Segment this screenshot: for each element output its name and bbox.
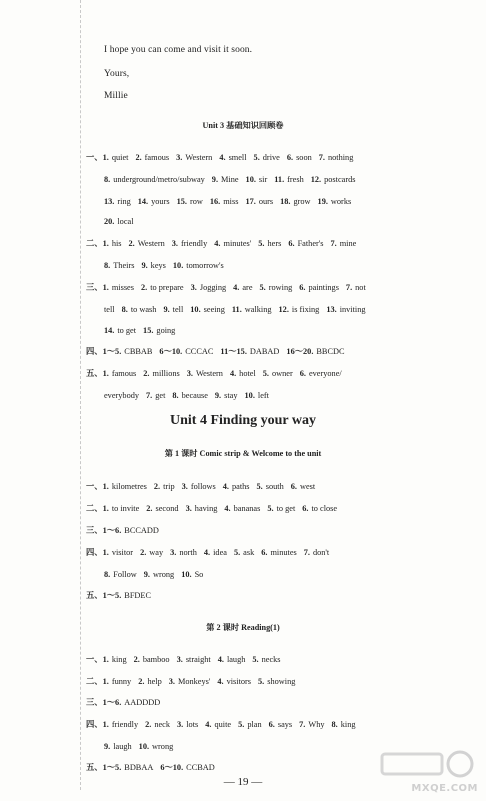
section-number: 一、 <box>86 655 103 664</box>
answer-text: Follow <box>113 570 137 579</box>
answer-text: don't <box>312 548 330 557</box>
item-number: 3. <box>176 655 183 664</box>
answer-text: north <box>179 548 197 557</box>
item-number: 15. <box>176 197 187 206</box>
section-number: 二、 <box>86 504 103 513</box>
item-number: 16～20. <box>286 347 314 356</box>
item-number: 1. <box>102 720 109 729</box>
page-number: — 19 — <box>223 776 263 788</box>
section-number: 四、 <box>86 548 103 557</box>
answer-text: visitor <box>111 548 134 557</box>
answer-text: BBCDC <box>316 347 345 356</box>
item-number: 3. <box>176 153 183 162</box>
item-number: 3. <box>168 677 175 686</box>
answer-text: king <box>111 655 127 664</box>
answer-text: south <box>265 482 284 491</box>
item-number: 3. <box>186 369 193 378</box>
answer-text: AADDDD <box>124 698 161 707</box>
item-number: 9. <box>143 570 150 579</box>
item-number: 1. <box>102 677 109 686</box>
answer-text: necks <box>261 655 281 664</box>
item-number: 4. <box>203 548 211 557</box>
item-number: 6. <box>288 239 295 248</box>
answer-text: drive <box>262 153 280 162</box>
answer-row <box>86 503 426 514</box>
answer-text: So <box>194 570 204 579</box>
item-number: 2. <box>140 283 148 292</box>
answer-text: famous <box>144 153 170 162</box>
item-number: 5. <box>258 239 265 248</box>
item-number: 5. <box>267 504 274 513</box>
watermark-text: MXQE.COM <box>411 783 478 794</box>
answer-text: friendly <box>180 239 208 248</box>
item-number: 1～6. <box>102 526 122 535</box>
section-number: 二、 <box>86 239 103 248</box>
answer-row <box>104 260 426 271</box>
item-number: 4. <box>224 504 231 513</box>
item-number: 8. <box>331 720 338 729</box>
item-number: 1. <box>102 283 109 292</box>
item-number: 7. <box>146 391 153 400</box>
answer-text: BDBAA <box>124 763 154 772</box>
item-number: 14. <box>137 197 149 206</box>
item-number: 6. <box>302 504 309 513</box>
answer-text: says <box>277 720 293 729</box>
answer-text: Western <box>195 369 223 378</box>
answer-row <box>86 238 426 249</box>
answer-text: straight <box>185 655 211 664</box>
item-number: 1～6. <box>102 698 122 707</box>
answer-row <box>86 282 426 293</box>
answer-row <box>86 719 426 730</box>
answer-text: works <box>330 197 352 206</box>
answer-text: walking <box>244 305 272 314</box>
item-number: 20. <box>104 217 115 226</box>
item-number: 9. <box>141 261 148 270</box>
answer-text: bamboo <box>142 655 170 664</box>
answer-text: help <box>147 677 162 686</box>
unit3-review-title: Unit 3 基础知识回顾卷 <box>202 121 284 130</box>
item-number: 4. <box>214 239 221 248</box>
item-number: 2. <box>133 655 140 664</box>
section-number: 一、 <box>86 153 103 162</box>
section-number: 四、 <box>86 720 103 729</box>
answer-row <box>86 697 426 708</box>
answer-text: to prepare <box>150 283 184 292</box>
answer-text: get <box>155 391 166 400</box>
item-number: 9. <box>211 175 219 184</box>
item-number: 1. <box>102 153 109 162</box>
item-number: 7. <box>303 548 310 557</box>
item-number: 12. <box>278 305 289 314</box>
item-number: 1. <box>102 504 109 513</box>
item-number: 8. <box>104 261 111 270</box>
watermark-logo <box>362 748 480 796</box>
answer-text: not <box>355 283 366 292</box>
item-number: 5. <box>253 153 260 162</box>
item-number: 2. <box>140 548 147 557</box>
answer-text: are <box>242 283 253 292</box>
answer-text: Why <box>308 720 325 729</box>
item-number: 6. <box>286 153 294 162</box>
answer-text: visitors <box>226 677 252 686</box>
item-number: 1. <box>102 369 109 378</box>
answer-text: to wash <box>130 305 157 314</box>
item-number: 7. <box>299 720 306 729</box>
item-number: 10. <box>190 305 201 314</box>
answer-text: quiet <box>111 153 129 162</box>
item-number: 9. <box>163 305 170 314</box>
answer-text: stay <box>224 391 238 400</box>
answer-row <box>104 174 426 185</box>
answer-text: soon <box>296 153 312 162</box>
item-number: 15. <box>143 326 154 335</box>
answer-text: laugh <box>226 655 246 664</box>
item-number: 12. <box>310 175 322 184</box>
item-number: 6. <box>261 548 268 557</box>
answer-text: Monkeys' <box>177 677 211 686</box>
section-number: 五、 <box>86 591 103 600</box>
answer-text: funny <box>111 677 132 686</box>
answer-text: king <box>340 720 356 729</box>
answer-text: fresh <box>287 175 304 184</box>
item-number: 6. <box>268 720 275 729</box>
answer-text: because <box>181 391 208 400</box>
answer-text: everyone/ <box>308 369 342 378</box>
answer-row <box>86 525 426 536</box>
item-number: 5. <box>233 548 241 557</box>
answer-row <box>104 569 426 580</box>
item-number: 9. <box>104 742 111 751</box>
answer-text: misses <box>111 283 134 292</box>
answer-text: showing <box>267 677 296 686</box>
item-number: 5. <box>256 482 263 491</box>
section-number: 五、 <box>86 369 103 378</box>
answer-text: quite <box>214 720 232 729</box>
answer-text: paintings <box>308 283 339 292</box>
answer-text: smell <box>228 153 247 162</box>
answer-text: miss <box>223 197 239 206</box>
answer-text: Western <box>185 153 213 162</box>
item-number: 4. <box>217 677 224 686</box>
answer-text: Mine <box>221 175 239 184</box>
answer-text: way <box>149 548 164 557</box>
item-number: 13. <box>104 197 115 206</box>
item-number: 6～10. <box>160 763 184 772</box>
answer-text: tell <box>104 305 115 314</box>
item-number: 14. <box>104 326 115 335</box>
item-number: 3. <box>181 482 188 491</box>
answer-text: his <box>111 239 122 248</box>
answer-text: is fixing <box>291 305 320 314</box>
item-number: 8. <box>121 305 128 314</box>
answer-text: underground/metro/subway <box>113 175 205 184</box>
answer-row <box>104 196 426 207</box>
answer-text: minutes <box>270 548 297 557</box>
answer-row <box>86 152 426 163</box>
answer-text: to close <box>311 504 338 513</box>
answer-text: friendly <box>111 720 139 729</box>
item-number: 3. <box>171 239 178 248</box>
item-number: 2. <box>153 482 161 491</box>
answer-text: owner <box>272 369 293 378</box>
item-number: 8. <box>104 175 111 184</box>
item-number: 18. <box>280 197 291 206</box>
letter-signature: Millie <box>104 91 128 101</box>
answer-row <box>104 390 426 401</box>
item-number: 6. <box>299 283 306 292</box>
answer-text: rowing <box>268 283 293 292</box>
lesson2-title: 第 2 课时 Reading(1) <box>206 623 280 632</box>
item-number: 8. <box>104 570 111 579</box>
item-number: 13. <box>326 305 337 314</box>
answer-text: yours <box>151 197 170 206</box>
item-number: 2. <box>135 153 142 162</box>
item-number: 6. <box>299 369 306 378</box>
item-number: 2. <box>146 504 153 513</box>
answer-text: laugh <box>113 742 132 751</box>
answer-text: second <box>155 504 179 513</box>
answer-text: seeing <box>203 305 225 314</box>
item-number: 5. <box>252 655 259 664</box>
item-number: 5. <box>259 283 266 292</box>
answer-text: bananas <box>233 504 261 513</box>
item-number: 11～15. <box>220 347 247 356</box>
answer-text: keys <box>150 261 166 270</box>
item-number: 7. <box>330 239 337 248</box>
item-number: 10. <box>245 175 256 184</box>
item-number: 3. <box>170 548 177 557</box>
section-number: 三、 <box>86 283 103 292</box>
item-number: 7. <box>318 153 325 162</box>
item-number: 4. <box>205 720 212 729</box>
answer-text: to get <box>276 504 296 513</box>
item-number: 19. <box>317 197 328 206</box>
answer-text: local <box>117 217 134 226</box>
answer-text: Theirs <box>113 261 135 270</box>
answer-text: Father's <box>297 239 324 248</box>
answer-text: trip <box>163 482 175 491</box>
answer-text: hotel <box>239 369 256 378</box>
answer-row <box>86 590 426 601</box>
answer-text: ring <box>117 197 131 206</box>
answer-text: CBBAB <box>124 347 153 356</box>
answer-row <box>104 325 426 336</box>
item-number: 17. <box>245 197 256 206</box>
answer-text: sir <box>258 175 268 184</box>
answer-row <box>86 547 426 558</box>
item-number: 9. <box>214 391 222 400</box>
answer-text: mine <box>339 239 357 248</box>
section-number: 三、 <box>86 526 103 535</box>
item-number: 16. <box>209 197 221 206</box>
item-number: 10. <box>244 391 255 400</box>
answer-text: wrong <box>152 742 174 751</box>
item-number: 6～10. <box>159 347 183 356</box>
answer-text: grow <box>293 197 311 206</box>
letter-line: I hope you can come and visit it soon. <box>104 45 253 55</box>
answer-text: famous <box>111 369 137 378</box>
answer-text: idea <box>213 548 227 557</box>
item-number: 1～5. <box>102 591 122 600</box>
unit4-title: Unit 4 Finding your way <box>170 413 316 428</box>
answer-text: ours <box>258 197 274 206</box>
answer-text: CCCAC <box>185 347 214 356</box>
answer-text: Western <box>137 239 165 248</box>
answer-text: CCBAD <box>186 763 215 772</box>
answer-text: kilometres <box>111 482 147 491</box>
item-number: 2. <box>138 677 145 686</box>
item-number: 8. <box>172 391 179 400</box>
answer-row <box>86 346 426 357</box>
answer-text: hers <box>267 239 282 248</box>
item-number: 2. <box>128 239 135 248</box>
answer-row <box>86 368 426 379</box>
item-number: 1. <box>102 655 109 664</box>
item-number: 4. <box>229 369 237 378</box>
section-number: 二、 <box>86 677 103 686</box>
answer-row <box>104 216 426 227</box>
answer-text: millions <box>152 369 180 378</box>
item-number: 6. <box>290 482 297 491</box>
item-number: 5. <box>238 720 245 729</box>
answer-text: having <box>194 504 218 513</box>
answer-text: lots <box>186 720 199 729</box>
item-number: 11. <box>274 175 285 184</box>
answer-text: ask <box>243 548 255 557</box>
answer-text: west <box>299 482 316 491</box>
item-number: 1～5. <box>102 347 122 356</box>
answer-row <box>86 676 426 687</box>
answer-text: left <box>257 391 269 400</box>
section-number: 五、 <box>86 763 103 772</box>
item-number: 5. <box>262 369 269 378</box>
item-number: 4. <box>219 153 226 162</box>
answer-text: BCCADD <box>124 526 159 535</box>
section-number: 一、 <box>86 482 103 491</box>
item-number: 1～5. <box>102 763 122 772</box>
answer-text: neck <box>154 720 171 729</box>
answer-text: follows <box>190 482 216 491</box>
answer-row <box>86 481 426 492</box>
answer-row <box>86 654 426 665</box>
item-number: 1. <box>102 548 109 557</box>
margin-rule <box>80 0 81 790</box>
item-number: 4. <box>222 482 230 491</box>
answer-text: BFDEC <box>124 591 152 600</box>
letter-closing: Yours, <box>104 69 130 79</box>
answer-text: Jogging <box>199 283 227 292</box>
answer-text: to invite <box>111 504 140 513</box>
item-number: 1. <box>102 482 109 491</box>
answer-text: going <box>156 326 176 335</box>
answer-text: to get <box>117 326 137 335</box>
answer-text: postcards <box>324 175 356 184</box>
answer-text: everybody <box>104 391 140 400</box>
item-number: 4. <box>233 283 240 292</box>
item-number: 7. <box>345 283 353 292</box>
answer-text: tell <box>172 305 184 314</box>
section-number: 三、 <box>86 698 103 707</box>
answer-text: wrong <box>152 570 175 579</box>
answer-text: inviting <box>339 305 366 314</box>
answer-text: plan <box>247 720 262 729</box>
item-number: 10. <box>138 742 150 751</box>
lesson1-title: 第 1 课时 Comic strip & Welcome to the unit <box>164 449 322 458</box>
item-number: 11. <box>231 305 242 314</box>
item-number: 4. <box>217 655 224 664</box>
item-number: 5. <box>258 677 265 686</box>
answer-text: tomorrow's <box>186 261 224 270</box>
item-number: 3. <box>190 283 197 292</box>
item-number: 2. <box>145 720 152 729</box>
item-number: 10. <box>181 570 192 579</box>
answer-text: row <box>189 197 203 206</box>
answer-text: nothing <box>328 153 354 162</box>
item-number: 3. <box>177 720 184 729</box>
answer-text: DABAD <box>249 347 280 356</box>
section-number: 四、 <box>86 347 103 356</box>
item-number: 3. <box>185 504 192 513</box>
answer-text: paths <box>232 482 250 491</box>
answer-row <box>104 304 426 315</box>
answer-text: minutes' <box>223 239 252 248</box>
item-number: 2. <box>143 369 150 378</box>
item-number: 10. <box>172 261 184 270</box>
item-number: 1. <box>102 239 109 248</box>
